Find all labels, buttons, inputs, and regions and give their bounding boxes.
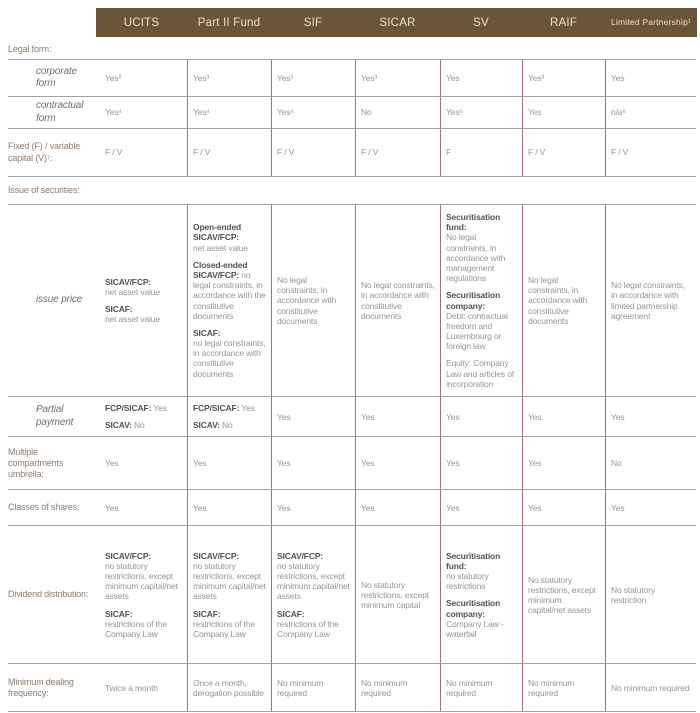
cell-raif (522, 490, 605, 525)
table-row (8, 525, 696, 663)
cell-ucits (96, 60, 187, 96)
section-row (8, 41, 696, 59)
cell-raif (522, 664, 605, 711)
cell-sif (271, 526, 355, 663)
cell-text: Yes (446, 458, 460, 469)
cell-sicar (355, 437, 440, 489)
cell-text: Yes⁵ (446, 107, 463, 118)
cell-text: Open-ended SICAV/FCP: net asset value (193, 222, 248, 253)
cell-text: Yes (277, 411, 291, 422)
cell-raif (522, 129, 605, 176)
cell-text: Yes⁴ (277, 107, 294, 118)
cell-sif (271, 60, 355, 96)
cell-sif (271, 397, 355, 436)
cell-raif (522, 205, 605, 396)
cell-sicar (355, 664, 440, 711)
column-header-sv: SV (473, 16, 489, 29)
cell-text: No minimum required (446, 677, 493, 698)
cell-limited-partnership (605, 490, 696, 525)
cell-sv (440, 437, 522, 489)
cell-part-ii-fund (187, 526, 271, 663)
cell-text: F / V (611, 147, 629, 158)
cell-text: No legal constraints, in accordance with constitutive documents (277, 275, 337, 326)
cell-raif (522, 397, 605, 436)
cell-text: Securitisation fund: no statutory restrictions (446, 550, 501, 592)
cell-text: Yes⁴ (193, 107, 210, 118)
row-label-corporate-form: corporate form (36, 65, 77, 89)
cell-text: Yes (193, 458, 207, 469)
row-label-minimum-dealing-frequency: Minimum dealing frequency: (8, 676, 74, 698)
cell-text: Yes (611, 502, 625, 513)
cell-limited-partnership (605, 129, 696, 176)
cell-ucits (96, 397, 187, 436)
cell-ucits (96, 97, 187, 128)
cell-text: No statutory restrictions, except minimum capital/net assets (528, 574, 596, 616)
cell-text: Securitisation company: Company Law - waterfall (446, 598, 504, 639)
cell-text: Yes (446, 502, 460, 513)
table-row (8, 59, 696, 96)
cell-text: Yes³ (361, 72, 378, 83)
cell-part-ii-fund (187, 490, 271, 525)
cell-text: Closed-ended SICAV/FCP: no legal constraints, in accordance with the constitutive documents (193, 259, 266, 321)
cell-sif (271, 205, 355, 396)
cell-text: Yes (105, 458, 119, 469)
cell-sif (271, 97, 355, 128)
cell-sif (271, 437, 355, 489)
cell-sv (440, 205, 522, 396)
cell-text: No (361, 107, 372, 118)
cell-text: F / V (528, 147, 546, 158)
cell-ucits (96, 205, 187, 396)
cell-text: Once a month, derogation possible (193, 677, 264, 698)
cell-text: Equity: Company Law and articles of incorporation (446, 358, 515, 389)
cell-text: Yes³ (193, 72, 210, 83)
cell-text: F / V (277, 147, 295, 158)
cell-sicar (355, 97, 440, 128)
cell-ucits (96, 490, 187, 525)
cell-text: Twice a month (105, 682, 158, 693)
cell-ucits (96, 437, 187, 489)
cell-sv (440, 526, 522, 663)
cell-limited-partnership (605, 97, 696, 128)
cell-text: No legal constraints, in accordance with constitutive documents (361, 280, 435, 321)
cell-text: Securitisation company: Debt: contractual freedom and Luxembourg or foreign law (446, 290, 508, 352)
cell-text: SICAF: restrictions of the Company Law (105, 608, 167, 639)
cell-sv (440, 490, 522, 525)
cell-sicar (355, 205, 440, 396)
table-row (8, 396, 696, 436)
cell-sv (440, 664, 522, 711)
cell-text: Yes (277, 458, 291, 469)
cell-limited-partnership (605, 60, 696, 96)
cell-text: SICAV/FCP: no statutory restrictions, except minimum capital/net assets (105, 550, 178, 602)
cell-text: SICAF: restrictions of the Company Law (193, 608, 255, 639)
cell-text: SICAF: no legal constraints, in accordance with constitutive documents (193, 327, 266, 379)
row-label-multiple-compartments-umbrella: Multiple compartments umbrella: (8, 446, 64, 479)
cell-text: Yes (611, 411, 625, 422)
cell-text: Yes (193, 502, 207, 513)
column-header-sif: SIF (303, 16, 323, 29)
cell-part-ii-fund (187, 664, 271, 711)
table-row (8, 204, 696, 396)
cell-sicar (355, 60, 440, 96)
column-header-limited-partnership: Limited Partnership¹ (610, 16, 692, 27)
cell-text: Yes (105, 502, 119, 513)
cell-ucits (96, 129, 187, 176)
cell-text: No legal constraints, in accordance with constitutive documents (528, 275, 588, 326)
cell-text: SICAV/FCP: net asset value (105, 276, 160, 297)
cell-ucits (96, 526, 187, 663)
row-label-classes-of-shares: Classes of shares: (8, 502, 80, 513)
cell-text: SICAV/FCP: no statutory restrictions, except minimum capital/net assets (193, 550, 266, 602)
cell-text: F (446, 147, 452, 158)
column-header-ucits: UCITS (123, 16, 160, 29)
cell-text: Securitisation fund: No legal constraints, in accordance with management regulations (446, 212, 506, 284)
column-header-raif: RAIF (550, 16, 577, 29)
cell-text: SICAV/FCP: no statutory restrictions, except minimum capital/net assets (277, 550, 350, 602)
table-row (8, 128, 696, 176)
cell-text: Yes² (105, 72, 122, 83)
cell-limited-partnership (605, 526, 696, 663)
cell-part-ii-fund (187, 397, 271, 436)
cell-part-ii-fund (187, 97, 271, 128)
cell-text: Yes (611, 72, 625, 83)
table-row (8, 663, 696, 711)
cell-sif (271, 490, 355, 525)
cell-text: No (611, 458, 622, 469)
cell-text: No minimum required (528, 677, 575, 698)
row-label-issue-of-securities: Issue of securities: (8, 184, 80, 195)
cell-text: Yes (277, 502, 291, 513)
cell-text: Yes³ (528, 72, 545, 83)
cell-sv (440, 397, 522, 436)
cell-limited-partnership (605, 205, 696, 396)
section-row (8, 176, 696, 204)
cell-text: SICAF: net asset value (105, 304, 160, 325)
row-label-contractual-form: contractual form (36, 100, 84, 124)
cell-sicar (355, 490, 440, 525)
cell-text: Yes (528, 502, 542, 513)
cell-sicar (355, 526, 440, 663)
cell-raif (522, 437, 605, 489)
cell-text: No legal constraints, in accordance with limited partnership agreement (611, 280, 685, 321)
cell-sicar (355, 129, 440, 176)
cell-text: Yes³ (277, 72, 294, 83)
cell-sv (440, 97, 522, 128)
row-label-legal-form: Legal form: (8, 44, 52, 55)
cell-limited-partnership (605, 397, 696, 436)
column-header-row (96, 8, 697, 37)
cell-part-ii-fund (187, 60, 271, 96)
cell-sv (440, 129, 522, 176)
cell-text: No minimum required (361, 677, 408, 698)
cell-text: Yes (528, 411, 542, 422)
cell-raif (522, 526, 605, 663)
cell-part-ii-fund (187, 437, 271, 489)
row-label-partial-payment: Partial payment (36, 404, 74, 428)
cell-text: F / V (361, 147, 379, 158)
cell-text: Yes (528, 107, 542, 118)
cell-raif (522, 97, 605, 128)
cell-text: SICAF: restrictions of the Company Law (277, 608, 339, 639)
table-row (8, 489, 696, 525)
cell-text: SICAV: No (105, 420, 145, 431)
table-row (8, 96, 696, 128)
cell-limited-partnership (605, 437, 696, 489)
cell-text: FCP/SICAF: Yes (193, 403, 255, 413)
cell-text: Yes (361, 411, 375, 422)
cell-raif (522, 60, 605, 96)
cell-text: Yes (528, 458, 542, 469)
cell-sif (271, 129, 355, 176)
cell-sif (271, 664, 355, 711)
cell-text: FCP/SICAF: Yes (105, 403, 167, 413)
column-header-part-ii-fund: Part II Fund (197, 16, 261, 29)
row-label-dividend-distribution: Dividend distribution: (8, 589, 89, 600)
cell-text: No statutory restriction (611, 584, 656, 605)
cell-part-ii-fund (187, 129, 271, 176)
cell-part-ii-fund (187, 205, 271, 396)
cell-text: F / V (193, 147, 211, 158)
column-header-sicar: SICAR (379, 16, 416, 29)
fund-comparison-page (0, 8, 700, 713)
row-label-issue-price: issue price (36, 294, 83, 306)
cell-sicar (355, 397, 440, 436)
fund-table (8, 41, 696, 712)
row-label-fixed-f-variable-capital-v: Fixed (F) / variable capital (V)⁷: (8, 141, 81, 163)
cell-limited-partnership (605, 664, 696, 711)
cell-ucits (96, 664, 187, 711)
cell-text: Yes (446, 72, 460, 83)
cell-text: n/a⁶ (611, 107, 626, 118)
cell-text: No statutory restrictions, except minimum capital (361, 579, 429, 610)
cell-text: F / V (105, 147, 123, 158)
cell-text: No minimum required (611, 682, 690, 693)
cell-text: Yes (361, 502, 375, 513)
cell-text: SICAV: No (193, 420, 233, 431)
cell-text: Yes⁴ (105, 107, 122, 118)
table-row (8, 436, 696, 489)
cell-text: Yes (446, 411, 460, 422)
cell-text: No minimum required (277, 677, 324, 698)
cell-sv (440, 60, 522, 96)
cell-text: Yes (361, 458, 375, 469)
